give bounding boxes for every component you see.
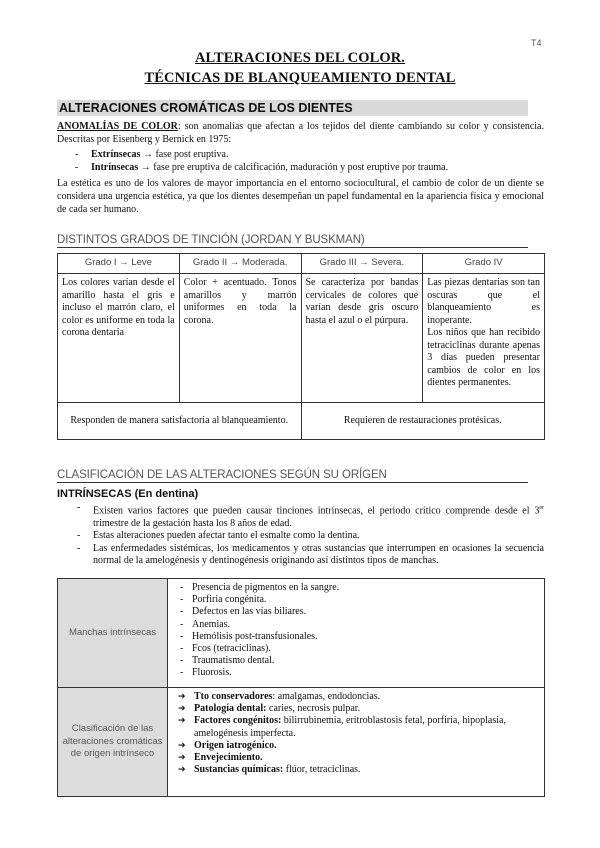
list-item [57, 530, 544, 543]
cell-grado-3: Se caracteriza por bandas cervicales de colores que varían desde gris oscuro hasta el azul o el púrpura. [301, 274, 423, 403]
list-item [176, 715, 540, 739]
list-item [176, 752, 540, 764]
item-text: caries, necrosis pulpar. [266, 703, 361, 715]
list-item: - Presencia de pigmentos en la sangre. [176, 582, 540, 594]
table-row [58, 579, 545, 688]
manchas-cell [168, 579, 545, 688]
page-subtitle: TÉCNICAS DE BLANQUEAMIENTO DENTAL [144, 70, 456, 86]
section-heading: ALTERACIONES CROMÁTICAS DE LOS DIENTES [57, 100, 528, 116]
table-row [58, 403, 545, 440]
responden-cell: Responden de manera satisfactoria al blanqueamiento. [58, 403, 302, 440]
anomalias-paragraph [57, 120, 544, 146]
grado-4-text-b: Los niños que han recibido tetraciclinas durante apenas 3 días pueden presentar cambios de color en los dientes permanentes. [427, 327, 540, 388]
grados-heading: DISTINTOS GRADOS DE TINCIÓN (JORDAN Y BUSKMAN) [57, 233, 528, 248]
item-text: Las enfermedades sistémicas, los medicamentos y otras sustancias que interrumpen en ocasiones la secuencia normal de la amelogénesis y dentinogénesis originando así distintos tipos de manchas. [93, 542, 544, 567]
list-item: - Defectos en las vías biliares. [176, 606, 540, 618]
header-grado-4: Grado IV [423, 254, 545, 274]
clasificacion-heading: CLASIFICACIÓN DE LAS ALTERACIONES SEGÚN SU ORÍGEN [57, 468, 528, 483]
anomalias-text: : son anomalías que afectan a los tejidos del diente cambiando su color y consistencia. Descritas por Eisenberg y Bernick en 1975: [57, 121, 544, 145]
page-number: T4 [531, 38, 542, 48]
list-item: - Porfiria congénita. [176, 594, 540, 606]
item-text: Existen varios factores que pueden causar tinciones intrínsecas, el periodo crítico comprende desde el 3 [93, 505, 540, 517]
item-text: → fase pre eruptiva de calcificación, maduración y post eruptive por trauma. [138, 162, 449, 173]
item-term: Patología dental: [194, 703, 267, 715]
item-term: Extrínsecas [91, 149, 141, 160]
extrinsecas-intrinsecas-list [57, 148, 537, 174]
intrinsecas-heading: INTRÍNSECAS (En dentina) [57, 488, 199, 500]
item-text: bilirrubinemia, eritroblastosis fetal, porfiria, hipoplasia, amelogénesis imperfecta. [194, 715, 506, 739]
list-item [57, 543, 544, 568]
item-term: Intrínsecas [91, 162, 139, 173]
list-item [176, 691, 540, 703]
list-item [57, 502, 544, 530]
list-item [57, 148, 537, 161]
manchas-label: Manchas intrínsecas [58, 579, 168, 688]
requieren-cell: Requieren de restauraciones protésicas. [301, 403, 545, 440]
anomalias-term: ANOMALÍAS DE COLOR [57, 121, 178, 132]
origen-label: Clasificación de las alteraciones cromáticas de origen intrínseco [58, 688, 168, 797]
list-item: - Fcos (tetraciclinas). [176, 643, 540, 655]
list-item: - Traumatismo dental. [176, 655, 540, 667]
list-item: - Hemólisis post-transfusionales. [176, 631, 540, 643]
page-title: ALTERACIONES DEL COLOR. [194, 50, 406, 66]
estetica-paragraph: La estética es uno de los valores de mayor importancia en el entorno sociocultural, el cambio de color de un diente se considera una urgencia estética, ya que los dientes desempeñan un papel fundamental en la apariencia física y emocional de cada ser humano. [57, 178, 544, 215]
item-text: Estas alteraciones pueden afectar tanto el esmalte como la dentina. [93, 530, 360, 542]
list-item [176, 740, 540, 752]
table-row [58, 274, 545, 403]
list-item [57, 161, 537, 174]
item-text: : amalgamas, endodoncias. [272, 691, 381, 702]
header-grado-1: Grado I → Leve [58, 254, 180, 274]
list-item: - Anemias. [176, 619, 540, 631]
item-term: Factores congénitos: [194, 715, 282, 727]
cell-grado-1: Los colores varían desde el amarillo hasta el gris e incluso el marrón claro, el color es uniforme en toda la corona dentaria [58, 274, 180, 403]
item-term: Sustancias químicas: [194, 764, 284, 776]
grados-table [57, 253, 545, 440]
list-item [176, 764, 540, 776]
item-term: Tto conservadores [194, 691, 273, 702]
item-text: → fase post eruptiva. [140, 149, 229, 160]
table-row [58, 688, 545, 797]
intrinsecas-list [57, 502, 544, 568]
item-text: flúor, tetraciclinas. [283, 764, 361, 776]
list-item [176, 703, 540, 715]
item-term: Origen iatrogénico. [194, 739, 277, 751]
manchas-list [176, 582, 540, 680]
list-item: - Fluorosis. [176, 667, 540, 679]
clasificacion-table [57, 578, 545, 797]
origen-cell [168, 688, 545, 797]
item-text: trimestre de la gestación hasta los 8 años de edad. [93, 517, 292, 529]
item-term: Envejecimiento. [194, 752, 263, 764]
grado-4-text-a: Las piezas dentarias son tan oscuras que el blanqueamiento es inoperante. [427, 277, 540, 326]
cell-grado-2: Color + acentuado. Tonos amarillos y marrón uniformes en toda la corona. [179, 274, 301, 403]
item-sup: er [539, 505, 544, 511]
header-grado-2: Grado II → Moderada. [179, 254, 301, 274]
cell-grado-4 [423, 274, 545, 403]
header-grado-3: Grado III → Severa. [301, 254, 423, 274]
table-header-row [58, 254, 545, 274]
origen-list [176, 691, 540, 776]
